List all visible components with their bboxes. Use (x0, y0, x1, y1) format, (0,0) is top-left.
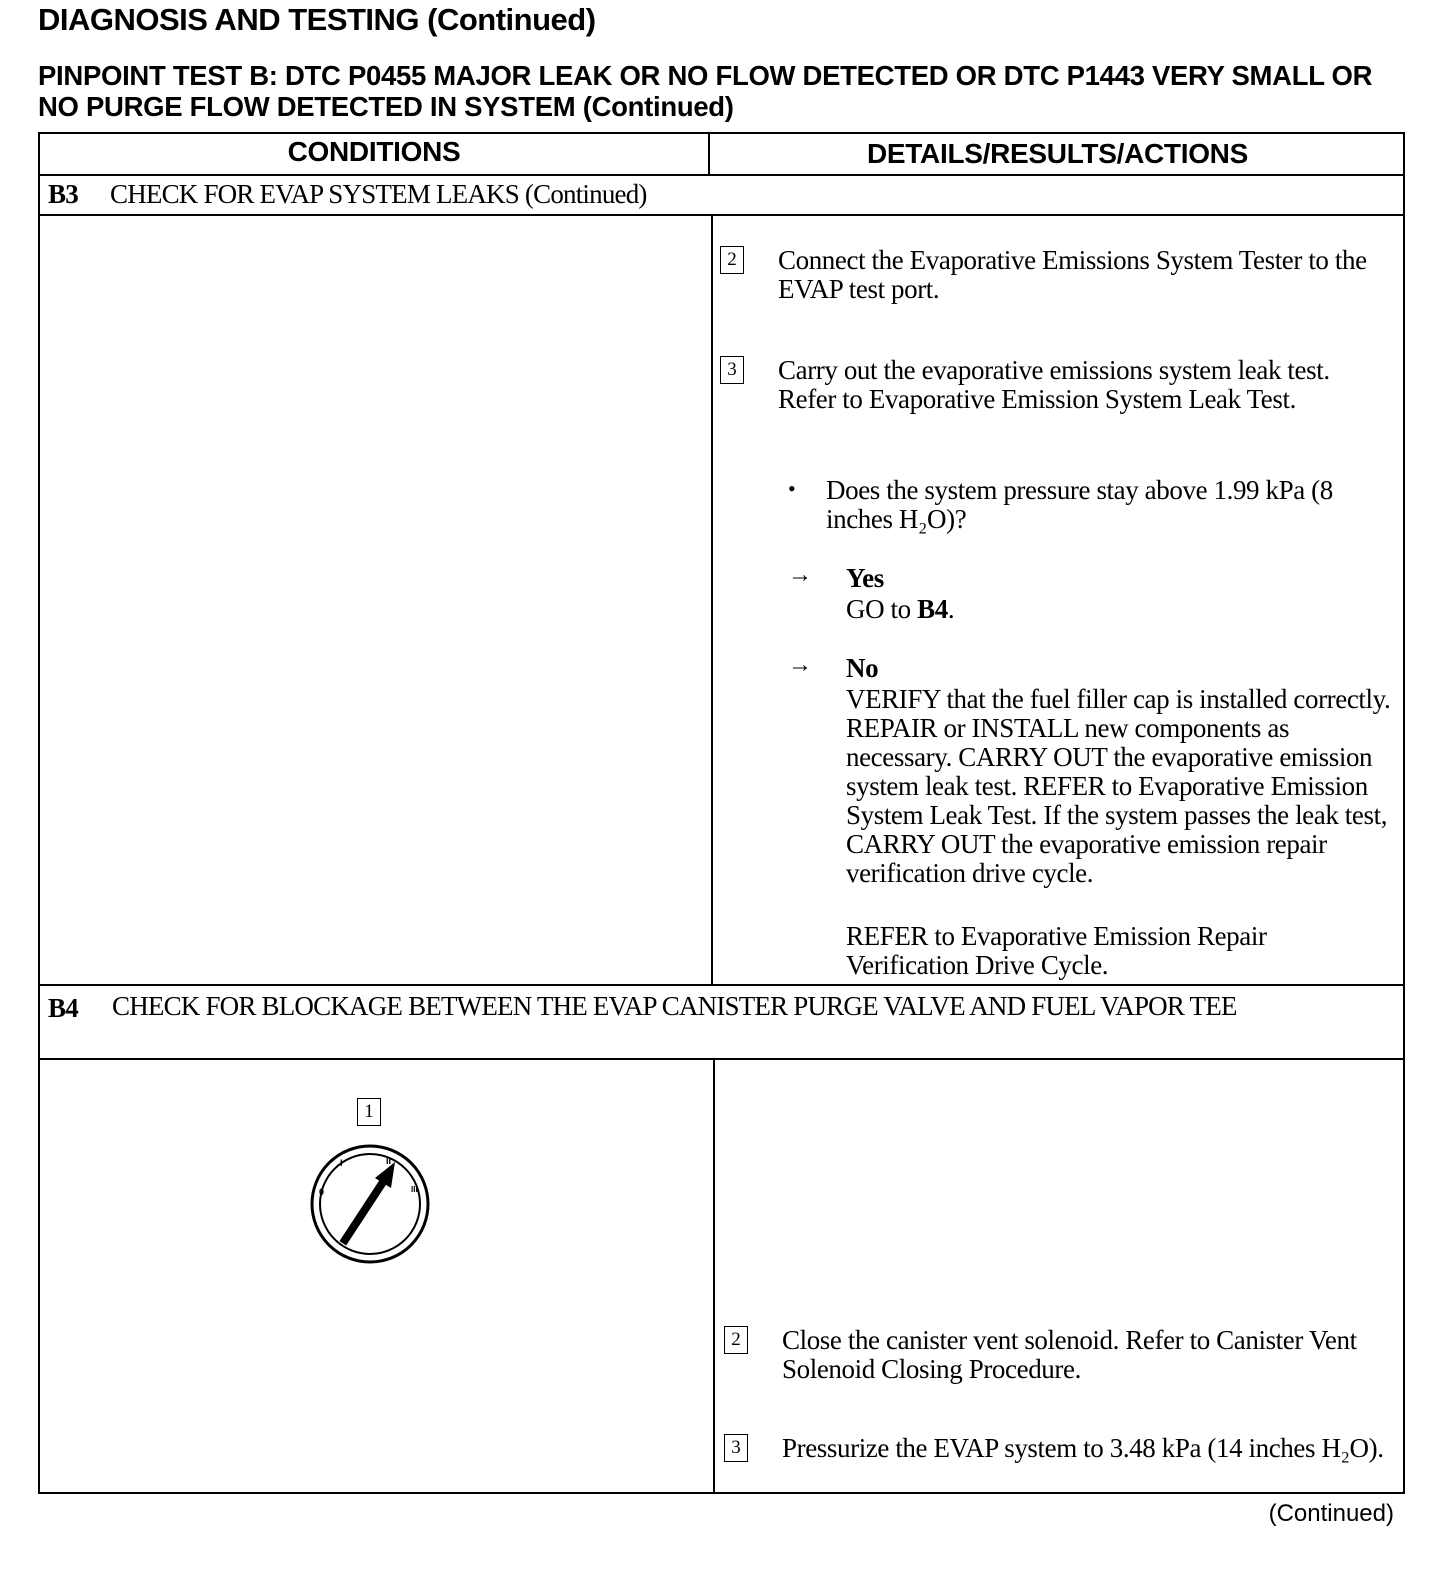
details-column-header: DETAILS/RESULTS/ACTIONS (867, 138, 1248, 169)
b4-step-title: CHECK FOR BLOCKAGE BETWEEN THE EVAP CANISTER PURGE VALVE AND FUEL VAPOR TEE (112, 991, 1237, 1021)
b3-column-divider (711, 214, 713, 984)
b3-step-title: CHECK FOR EVAP SYSTEM LEAKS (Continued) (110, 179, 647, 209)
b3-yes-action (846, 595, 954, 624)
continued-footer: (Continued) (1268, 1500, 1394, 1527)
b4-step2-text: Close the canister vent solenoid. Refer to Canister Vent Solenoid Closing Procedure. (782, 1325, 1357, 1384)
b3-no-action: VERIFY that the fuel filler cap is installed correctly. REPAIR or INSTALL new components as necessary. CARRY OUT the evaporative emission system leak test. REFER to Evaporative Emission System Leak Test. If the system passes the leak test, CARRY OUT the evaporative emission repair verification drive cycle. (846, 684, 1391, 888)
b4-step2-number-box: 2 (724, 1326, 748, 1354)
bullet-icon: • (788, 476, 796, 501)
b3-yes-action-text: GO to (846, 594, 918, 624)
b4-column-divider (713, 1058, 715, 1494)
b3-title-divider (40, 214, 1403, 216)
b3-step2-text: Connect the Evaporative Emissions System Tester to the EVAP test port. (778, 245, 1367, 304)
b4-step-id: B4 (48, 993, 78, 1023)
header-divider (40, 174, 1403, 176)
b4-top-divider (40, 984, 1403, 986)
b4-title-divider (40, 1058, 1403, 1060)
b3-step2-number-box: 2 (720, 246, 744, 274)
b3-yes-action-end: . (947, 594, 955, 624)
ignition-label-0: 0 (319, 1187, 325, 1197)
b4-step3-number-box: 3 (724, 1434, 748, 1462)
b3-step-id: B3 (48, 179, 78, 209)
b3-step-header (48, 180, 647, 208)
ignition-switch-icon (305, 1142, 435, 1264)
b3-no-label: No (846, 653, 879, 683)
b3-yes-action-ref: B4 (917, 594, 948, 624)
b3-no-action-refer: REFER to Evaporative Emission Repair Verification Drive Cycle. (846, 921, 1267, 980)
ignition-label-1: I (340, 1158, 343, 1168)
b4-step-header (48, 994, 110, 1022)
ignition-label-3: III (411, 1185, 418, 1194)
b3-question: Does the system pressure stay above 1.99 kPa (8 inches H₂O)? (826, 475, 1333, 534)
arrow-right-icon: → (788, 562, 812, 588)
b3-step3-text: Carry out the evaporative emissions system leak test. Refer to Evaporative Emission System Leak Test. (778, 355, 1330, 414)
pinpoint-test-title: PINPOINT TEST B: DTC P0455 MAJOR LEAK OR NO FLOW DETECTED OR DTC P1443 VERY SMALL OR NO PURGE FLOW DETECTED IN SYSTEM (Continued) (38, 60, 1373, 122)
pinpoint-test-table (38, 132, 1405, 1494)
arrow-right-icon: → (788, 652, 812, 678)
b3-yes-label: Yes (846, 563, 884, 593)
b3-step3-number-box: 3 (720, 356, 744, 384)
b4-step3-text: Pressurize the EVAP system to 3.48 kPa (14 inches H₂O). (782, 1433, 1384, 1463)
b4-step1-number-box: 1 (357, 1098, 381, 1126)
conditions-column-header: CONDITIONS (287, 136, 461, 167)
ignition-label-2: II (386, 1156, 392, 1166)
page-heading: DIAGNOSIS AND TESTING (Continued) (38, 2, 596, 37)
